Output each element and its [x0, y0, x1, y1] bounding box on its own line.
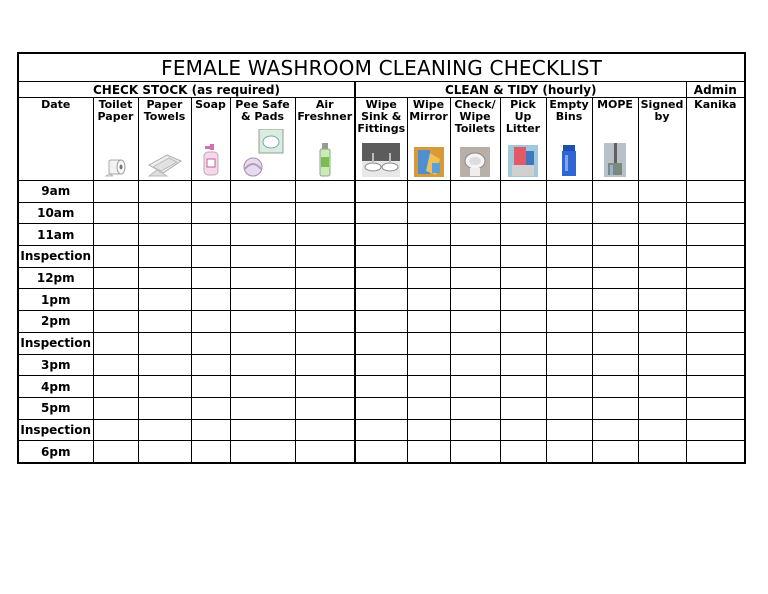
check-cell[interactable]	[355, 289, 407, 311]
check-cell[interactable]	[93, 224, 138, 246]
check-cell[interactable]	[355, 397, 407, 419]
check-cell[interactable]	[546, 311, 592, 333]
time-slot-label: 2pm	[18, 311, 93, 333]
time-slot-label: Inspection	[18, 419, 93, 441]
check-cell[interactable]	[500, 397, 546, 419]
check-cell[interactable]	[191, 441, 230, 463]
check-cell[interactable]	[355, 419, 407, 441]
check-cell[interactable]	[686, 397, 745, 419]
check-cell[interactable]	[450, 181, 500, 203]
check-cell[interactable]	[355, 441, 407, 463]
check-cell[interactable]	[295, 181, 355, 203]
check-cell[interactable]	[686, 246, 745, 268]
check-cell[interactable]	[592, 267, 638, 289]
check-cell[interactable]	[638, 419, 686, 441]
table-row	[18, 181, 745, 203]
check-cell[interactable]	[295, 441, 355, 463]
col-header-empty-bins	[546, 98, 592, 181]
check-cell[interactable]	[230, 311, 295, 333]
check-cell[interactable]	[686, 332, 745, 354]
check-cell[interactable]	[592, 376, 638, 398]
table-row	[18, 267, 745, 289]
check-cell[interactable]	[546, 354, 592, 376]
check-cell[interactable]	[686, 181, 745, 203]
check-cell[interactable]	[638, 224, 686, 246]
checklist-title: FEMALE WASHROOM CLEANING CHECKLIST	[18, 53, 745, 82]
time-slot-label: 9am	[18, 181, 93, 203]
check-cell[interactable]	[407, 376, 450, 398]
time-slot-label: 5pm	[18, 397, 93, 419]
col-label-check-wipe-toilets: Check/ Wipe Toilets	[454, 98, 496, 135]
check-cell[interactable]	[230, 246, 295, 268]
check-cell[interactable]	[138, 354, 191, 376]
check-cell[interactable]	[638, 376, 686, 398]
check-cell[interactable]	[407, 419, 450, 441]
check-cell[interactable]	[191, 354, 230, 376]
col-label-wipe-sink: Wipe Sink & Fittings	[357, 98, 406, 135]
col-header-kanika	[686, 98, 745, 181]
check-cell[interactable]	[230, 332, 295, 354]
check-cell[interactable]	[686, 202, 745, 224]
check-cell[interactable]	[295, 376, 355, 398]
table-row	[18, 376, 745, 398]
check-cell[interactable]	[191, 181, 230, 203]
col-header-air-freshner	[295, 98, 355, 181]
check-cell[interactable]	[546, 376, 592, 398]
check-cell[interactable]	[230, 224, 295, 246]
check-cell[interactable]	[500, 246, 546, 268]
check-cell[interactable]	[500, 224, 546, 246]
check-cell[interactable]	[450, 246, 500, 268]
table-row	[18, 289, 745, 311]
check-cell[interactable]	[638, 397, 686, 419]
toilet-paper-icon	[104, 155, 128, 177]
check-cell[interactable]	[93, 441, 138, 463]
check-cell[interactable]	[138, 181, 191, 203]
check-cell[interactable]	[138, 289, 191, 311]
paper-towel-icon	[147, 151, 183, 177]
check-cell[interactable]	[407, 441, 450, 463]
check-cell[interactable]	[500, 441, 546, 463]
check-cell[interactable]	[592, 289, 638, 311]
check-cell[interactable]	[450, 376, 500, 398]
check-cell[interactable]	[230, 202, 295, 224]
check-cell[interactable]	[93, 311, 138, 333]
col-header-paper-towels	[138, 98, 191, 181]
check-cell[interactable]	[450, 397, 500, 419]
time-slot-label: 1pm	[18, 289, 93, 311]
section-clean-tidy: CLEAN & TIDY (hourly)	[355, 82, 686, 98]
check-cell[interactable]	[230, 376, 295, 398]
check-cell[interactable]	[230, 354, 295, 376]
check-cell[interactable]	[230, 397, 295, 419]
checklist-rows	[18, 181, 745, 463]
check-cell[interactable]	[592, 397, 638, 419]
check-cell[interactable]	[93, 267, 138, 289]
col-label-toilet-paper: Toilet Paper	[97, 98, 134, 123]
check-cell[interactable]	[230, 181, 295, 203]
check-cell[interactable]	[295, 224, 355, 246]
check-cell[interactable]	[546, 181, 592, 203]
col-label-wipe-mirror: Wipe Mirror	[409, 98, 448, 123]
check-cell[interactable]	[592, 419, 638, 441]
section-admin: Admin	[686, 82, 745, 98]
check-cell[interactable]	[500, 376, 546, 398]
check-cell[interactable]	[191, 311, 230, 333]
check-cell[interactable]	[592, 311, 638, 333]
time-slot-label: 6pm	[18, 441, 93, 463]
check-cell[interactable]	[686, 441, 745, 463]
check-cell[interactable]	[93, 289, 138, 311]
check-cell[interactable]	[138, 267, 191, 289]
time-slot-label: 11am	[18, 224, 93, 246]
check-cell[interactable]	[546, 224, 592, 246]
section-check-stock: CHECK STOCK (as required)	[18, 82, 355, 98]
col-label-kanika: Kanika	[694, 98, 737, 111]
col-header-signed-by	[638, 98, 686, 181]
check-cell[interactable]	[191, 376, 230, 398]
check-cell[interactable]	[500, 202, 546, 224]
col-header-pick-up-litter	[500, 98, 546, 181]
check-cell[interactable]	[93, 181, 138, 203]
pee-safe-pads-icon	[241, 129, 285, 177]
toilet-icon	[460, 147, 490, 177]
check-cell[interactable]	[191, 246, 230, 268]
check-cell[interactable]	[138, 246, 191, 268]
check-cell[interactable]	[93, 202, 138, 224]
check-cell[interactable]	[407, 267, 450, 289]
mop-icon	[604, 143, 626, 177]
check-cell[interactable]	[450, 289, 500, 311]
check-cell[interactable]	[407, 311, 450, 333]
check-cell[interactable]	[638, 332, 686, 354]
check-cell[interactable]	[93, 246, 138, 268]
col-label-pick-up-litter: Pick Up Litter	[505, 98, 541, 135]
table-row	[18, 397, 745, 419]
col-header-check-wipe-toilets	[450, 98, 500, 181]
check-cell[interactable]	[450, 311, 500, 333]
check-cell[interactable]	[450, 224, 500, 246]
check-cell[interactable]	[638, 202, 686, 224]
check-cell[interactable]	[407, 181, 450, 203]
check-cell[interactable]	[500, 267, 546, 289]
check-cell[interactable]	[592, 181, 638, 203]
check-cell[interactable]	[407, 397, 450, 419]
check-cell[interactable]	[546, 397, 592, 419]
table-row	[18, 202, 745, 224]
bin-icon	[561, 145, 577, 177]
check-cell[interactable]	[355, 311, 407, 333]
check-cell[interactable]	[93, 354, 138, 376]
check-cell[interactable]	[450, 419, 500, 441]
check-cell[interactable]	[230, 441, 295, 463]
table-row	[18, 354, 745, 376]
check-cell[interactable]	[93, 419, 138, 441]
check-cell[interactable]	[407, 224, 450, 246]
col-label-date: Date	[41, 98, 71, 111]
check-cell[interactable]	[638, 289, 686, 311]
check-cell[interactable]	[355, 332, 407, 354]
check-cell[interactable]	[686, 224, 745, 246]
table-row	[18, 246, 745, 268]
check-cell[interactable]	[295, 246, 355, 268]
check-cell[interactable]	[686, 311, 745, 333]
check-cell[interactable]	[230, 267, 295, 289]
check-cell[interactable]	[295, 202, 355, 224]
check-cell[interactable]	[230, 419, 295, 441]
check-cell[interactable]	[93, 332, 138, 354]
check-cell[interactable]	[546, 289, 592, 311]
check-cell[interactable]	[450, 441, 500, 463]
check-cell[interactable]	[546, 419, 592, 441]
col-header-soap	[191, 98, 230, 181]
col-label-pee-safe-pads: Pee Safe & Pads	[235, 98, 290, 123]
check-cell[interactable]	[138, 376, 191, 398]
check-cell[interactable]	[500, 419, 546, 441]
check-cell[interactable]	[295, 267, 355, 289]
check-cell[interactable]	[295, 289, 355, 311]
check-cell[interactable]	[230, 289, 295, 311]
soap-dispenser-icon	[201, 143, 221, 177]
check-cell[interactable]	[355, 246, 407, 268]
check-cell[interactable]	[191, 332, 230, 354]
check-cell[interactable]	[93, 376, 138, 398]
check-cell[interactable]	[500, 354, 546, 376]
table-row	[18, 311, 745, 333]
col-label-air-freshner: Air Freshner	[297, 98, 353, 123]
check-cell[interactable]	[355, 354, 407, 376]
check-cell[interactable]	[546, 332, 592, 354]
check-cell[interactable]	[138, 332, 191, 354]
check-cell[interactable]	[592, 202, 638, 224]
table-row	[18, 224, 745, 246]
check-cell[interactable]	[638, 181, 686, 203]
col-label-signed-by: Signed by	[640, 98, 684, 123]
col-label-paper-towels: Paper Towels	[143, 98, 186, 123]
check-cell[interactable]	[450, 354, 500, 376]
time-slot-label: Inspection	[18, 332, 93, 354]
check-cell[interactable]	[450, 332, 500, 354]
col-label-mope: MOPE	[597, 98, 633, 111]
check-cell[interactable]	[191, 224, 230, 246]
check-cell[interactable]	[355, 376, 407, 398]
check-cell[interactable]	[191, 397, 230, 419]
check-cell[interactable]	[450, 202, 500, 224]
col-header-wipe-mirror	[407, 98, 450, 181]
check-cell[interactable]	[355, 202, 407, 224]
check-cell[interactable]	[686, 419, 745, 441]
check-cell[interactable]	[295, 311, 355, 333]
check-cell[interactable]	[355, 181, 407, 203]
check-cell[interactable]	[546, 267, 592, 289]
check-cell[interactable]	[355, 267, 407, 289]
time-slot-label: 3pm	[18, 354, 93, 376]
check-cell[interactable]	[592, 224, 638, 246]
check-cell[interactable]	[686, 267, 745, 289]
litter-pickup-icon	[508, 145, 538, 177]
check-cell[interactable]	[592, 354, 638, 376]
check-cell[interactable]	[638, 267, 686, 289]
table-row	[18, 332, 745, 354]
check-cell[interactable]	[295, 354, 355, 376]
check-cell[interactable]	[500, 181, 546, 203]
col-header-date	[18, 98, 93, 181]
check-cell[interactable]	[295, 397, 355, 419]
col-label-empty-bins: Empty Bins	[549, 98, 589, 123]
check-cell[interactable]	[638, 441, 686, 463]
check-cell[interactable]	[638, 246, 686, 268]
mirror-cleaning-icon	[414, 147, 444, 177]
time-slot-label: Inspection	[18, 246, 93, 268]
check-cell[interactable]	[686, 354, 745, 376]
col-header-mope	[592, 98, 638, 181]
check-cell[interactable]	[407, 246, 450, 268]
check-cell[interactable]	[638, 354, 686, 376]
sink-icon	[362, 143, 400, 177]
col-header-pee-safe-pads	[230, 98, 295, 181]
check-cell[interactable]	[191, 419, 230, 441]
time-slot-label: 12pm	[18, 267, 93, 289]
check-cell[interactable]	[355, 224, 407, 246]
check-cell[interactable]	[191, 267, 230, 289]
check-cell[interactable]	[138, 202, 191, 224]
check-cell[interactable]	[500, 332, 546, 354]
check-cell[interactable]	[546, 246, 592, 268]
cleaning-checklist-table	[17, 52, 746, 464]
time-slot-label: 4pm	[18, 376, 93, 398]
check-cell[interactable]	[407, 289, 450, 311]
col-header-wipe-sink	[355, 98, 407, 181]
col-label-soap: Soap	[195, 98, 226, 111]
check-cell[interactable]	[407, 202, 450, 224]
check-cell[interactable]	[138, 311, 191, 333]
check-cell[interactable]	[592, 246, 638, 268]
check-cell[interactable]	[138, 224, 191, 246]
check-cell[interactable]	[450, 267, 500, 289]
check-cell[interactable]	[592, 441, 638, 463]
check-cell[interactable]	[686, 289, 745, 311]
check-cell[interactable]	[138, 441, 191, 463]
check-cell[interactable]	[191, 289, 230, 311]
check-cell[interactable]	[546, 202, 592, 224]
check-cell[interactable]	[592, 332, 638, 354]
time-slot-label: 10am	[18, 202, 93, 224]
col-header-toilet-paper	[93, 98, 138, 181]
check-cell[interactable]	[295, 332, 355, 354]
check-cell[interactable]	[686, 376, 745, 398]
table-row	[18, 441, 745, 463]
table-row	[18, 419, 745, 441]
air-freshener-icon	[318, 143, 332, 177]
check-cell[interactable]	[191, 202, 230, 224]
check-cell[interactable]	[500, 311, 546, 333]
check-cell[interactable]	[546, 441, 592, 463]
check-cell[interactable]	[638, 311, 686, 333]
check-cell[interactable]	[138, 419, 191, 441]
check-cell[interactable]	[407, 332, 450, 354]
check-cell[interactable]	[407, 354, 450, 376]
check-cell[interactable]	[93, 397, 138, 419]
check-cell[interactable]	[138, 397, 191, 419]
check-cell[interactable]	[295, 419, 355, 441]
check-cell[interactable]	[500, 289, 546, 311]
